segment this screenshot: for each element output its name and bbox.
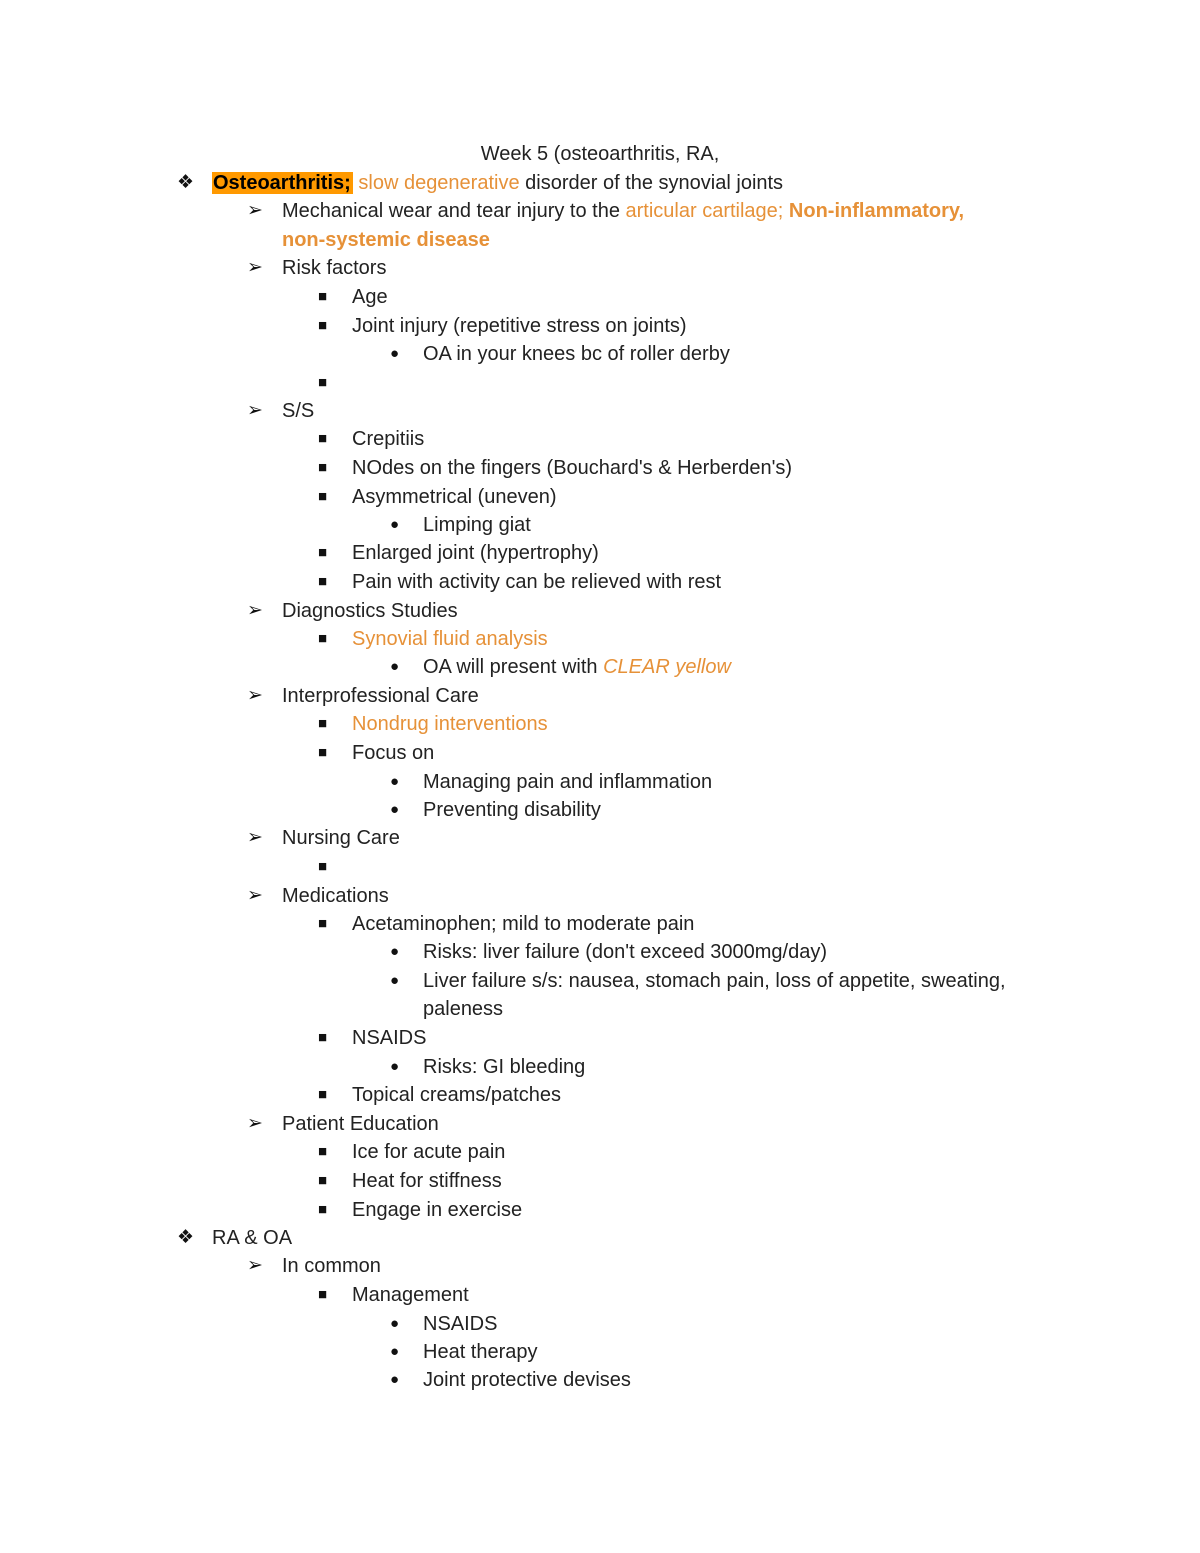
arrow-bullet-icon: ➢ [247,885,263,906]
risk-factors-heading: Risk factors [282,257,387,279]
square-bullet-icon: ■ [318,288,328,305]
mgmt-joint-protect: Joint protective devises [423,1369,631,1391]
ss-nodes: NOdes on the fingers (Bouchard's & Herberden's) [352,457,793,479]
med-topical: Topical creams/patches [352,1084,561,1106]
square-bullet-icon: ■ [318,1286,328,1303]
management-heading: Management [352,1284,469,1306]
dot-bullet-icon: ● [390,516,400,533]
square-bullet-icon: ■ [318,1029,328,1046]
acet-risk-liver: Risks: liver failure (don't exceed 3000mg/day) [423,941,828,963]
risk-age: Age [352,286,388,308]
diamond-bullet-icon: ❖ [177,1227,195,1248]
square-bullet-icon: ■ [318,1143,328,1160]
mgmt-nsaids: NSAIDS [423,1313,498,1335]
ss-asymmetrical: Asymmetrical (uneven) [352,486,557,508]
square-bullet-icon: ■ [318,858,328,875]
square-bullet-icon: ■ [318,374,328,391]
ra-oa-heading: RA & OA [212,1227,293,1249]
patient-education-heading: Patient Education [282,1113,439,1135]
ss-heading: S/S [282,400,315,422]
diagnostics-heading: Diagnostics Studies [282,600,458,622]
edu-ice: Ice for acute pain [352,1141,506,1163]
liver-ss-line2: paleness [423,998,504,1020]
oa-present-text: OA will present with [423,656,604,678]
dot-bullet-icon: ● [390,1315,400,1332]
clear-yellow-text: CLEAR yellow [603,656,731,678]
square-bullet-icon: ■ [318,317,328,334]
dot-bullet-icon: ● [390,972,400,989]
diamond-bullet-icon: ❖ [177,172,195,193]
focus-preventing: Preventing disability [423,799,601,821]
oa-heading [212,169,783,197]
nsaids-risk-gi: Risks: GI bleeding [423,1056,586,1078]
arrow-bullet-icon: ➢ [247,257,263,278]
ss-enlarged: Enlarged joint (hypertrophy) [352,542,599,564]
mgmt-heat: Heat therapy [423,1341,538,1363]
mechanical-line [282,197,964,225]
arrow-bullet-icon: ➢ [247,200,263,221]
med-nsaids: NSAIDS [352,1027,427,1049]
arrow-bullet-icon: ➢ [247,600,263,621]
dot-bullet-icon: ● [390,801,400,818]
square-bullet-icon: ■ [318,573,328,590]
arrow-bullet-icon: ➢ [247,400,263,421]
med-acetaminophen: Acetaminophen; mild to moderate pain [352,913,695,935]
square-bullet-icon: ■ [318,715,328,732]
dot-bullet-icon: ● [390,1371,400,1388]
risk-joint-injury: Joint injury (repetitive stress on joints) [352,315,687,337]
oa-def-rest: disorder of the synovial joints [519,172,784,194]
liver-ss-line1: Liver failure s/s: nausea, stomach pain, loss of appetite, sweating, [423,970,1006,992]
mechanical-text: Mechanical wear and tear injury to the [282,200,626,222]
non-systemic-text: non-systemic disease [282,229,490,251]
oa-def-orange: slow degenerative [358,172,520,194]
dot-bullet-icon: ● [390,1058,400,1075]
square-bullet-icon: ■ [318,1172,328,1189]
dot-bullet-icon: ● [390,943,400,960]
medications-heading: Medications [282,885,389,907]
square-bullet-icon: ■ [318,430,328,447]
non-systemic-line [282,226,490,254]
square-bullet-icon: ■ [318,544,328,561]
arrow-bullet-icon: ➢ [247,685,263,706]
dot-bullet-icon: ● [390,345,400,362]
non-inflammatory-text: Non-inflammatory, [788,200,965,222]
ss-limping: Limping giat [423,514,531,536]
focus-managing: Managing pain and inflammation [423,771,713,793]
interprofessional-heading: Interprofessional Care [282,685,479,707]
edu-heat: Heat for stiffness [352,1170,502,1192]
oa-present-line [423,653,731,681]
ss-crepitus: Crepitiis [352,428,425,450]
articular-cartilage-text: articular cartilage; [625,200,789,222]
in-common-heading: In common [282,1255,381,1277]
nondrug-interventions: Nondrug interventions [352,713,548,735]
square-bullet-icon: ■ [318,488,328,505]
document-title: Week 5 (osteoarthritis, RA, [480,143,720,165]
dot-bullet-icon: ● [390,658,400,675]
square-bullet-icon: ■ [318,915,328,932]
square-bullet-icon: ■ [318,1086,328,1103]
square-bullet-icon: ■ [318,1201,328,1218]
focus-on: Focus on [352,742,435,764]
arrow-bullet-icon: ➢ [247,827,263,848]
synovial-fluid: Synovial fluid analysis [352,628,548,650]
ss-pain-activity: Pain with activity can be relieved with rest [352,571,722,593]
arrow-bullet-icon: ➢ [247,1255,263,1276]
dot-bullet-icon: ● [390,1343,400,1360]
arrow-bullet-icon: ➢ [247,1113,263,1134]
oa-term-highlight: Osteoarthritis; [213,172,351,194]
square-bullet-icon: ■ [318,744,328,761]
oa-knees-note: OA in your knees bc of roller derby [423,343,730,365]
square-bullet-icon: ■ [318,630,328,647]
edu-exercise: Engage in exercise [352,1199,523,1221]
dot-bullet-icon: ● [390,773,400,790]
nursing-care-heading: Nursing Care [282,827,400,849]
square-bullet-icon: ■ [318,459,328,476]
